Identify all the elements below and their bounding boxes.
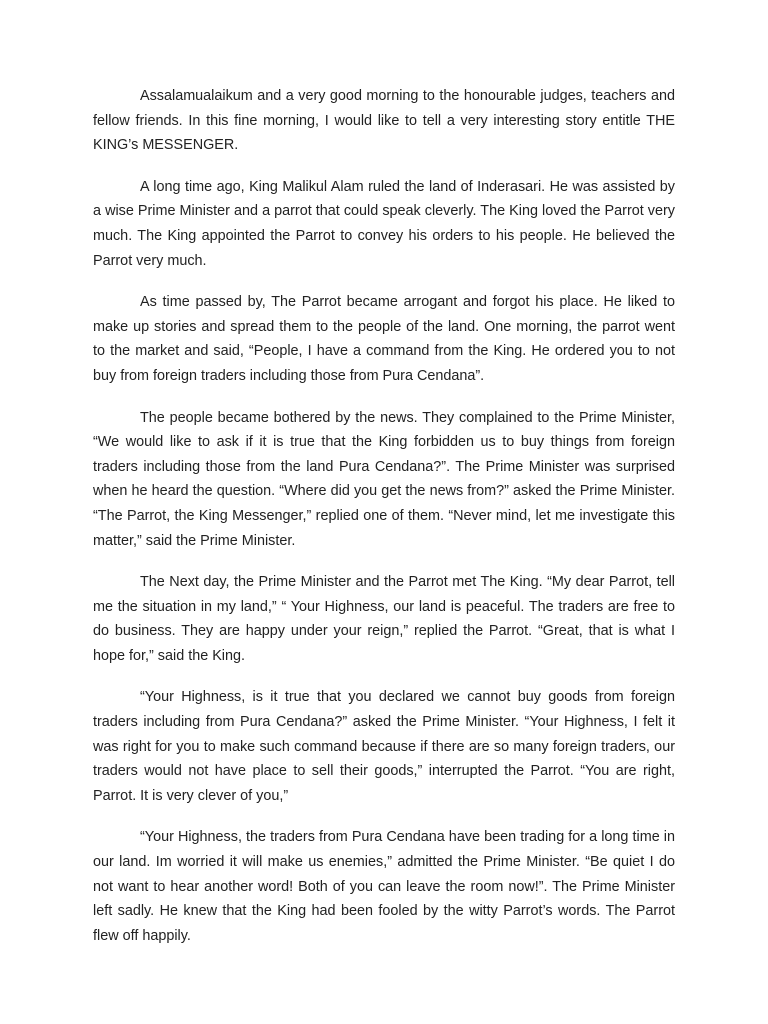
paragraph-7: “Your Highness, the traders from Pura Cendana have been trading for a long time in our land. Im worried it will make us enemies,” admitted the Prime Minister. “Be quiet I do not want to hear another word! Both of you can leave the room now!”. The Prime Minister left sadly. He knew that the King had been fooled by the witty Parrot’s words. The Parrot flew off happily. xyxy=(93,829,675,944)
paragraph-5: The Next day, the Prime Minister and the Parrot met The King. “My dear Parrot, tell me the situation in my land,” “ Your Highness, our land is peaceful. The traders are free to do business. They are happy under your reign,” replied the Parrot. “Great, that is what I hope for,” said the King. xyxy=(93,574,675,664)
speech-text xyxy=(93,84,675,965)
paragraph-6: “Your Highness, is it true that you declared we cannot buy goods from foreign traders including from Pura Cendana?” asked the Prime Minister. “Your Highness, I felt it was right for you to make such command because if there are so many foreign traders, our traders would not have place to sell their goods,” interrupted the Parrot. “You are right, Parrot. It is very clever of you,” xyxy=(93,689,675,804)
paragraph-4: The people became bothered by the news. They complained to the Prime Minister, “We would like to ask if it is true that the King forbidden us to buy things from foreign traders including those from the land Pura Cendana?”. The Prime Minister was surprised when he heard the question. “Where did you get the news from?” asked the Prime Minister. “The Parrot, the King Messenger,” replied one of them. “Never mind, let me investigate this matter,” said the Prime Minister. xyxy=(93,409,675,549)
paragraph-2: A long time ago, King Malikul Alam ruled the land of Inderasari. He was assisted by a wise Prime Minister and a parrot that could speak cleverly. The King loved the Parrot very much. The King appointed the Parrot to convey his orders to his people. He believed the Parrot very much. xyxy=(93,178,675,269)
paragraph-1: Assalamualaikum and a very good morning to the honourable judges, teachers and fellow friends. In this fine morning, I would like to tell a very interesting story entitle THE KING’s MESSENGER. xyxy=(93,88,675,154)
paragraph-3: As time passed by, The Parrot became arrogant and forgot his place. He liked to make up stories and spread them to the people of the land. One morning, the parrot went to the market and said, “People, I have a command from the King. He ordered you to not buy from foreign traders including those from Pura Cendana”. xyxy=(93,294,675,384)
